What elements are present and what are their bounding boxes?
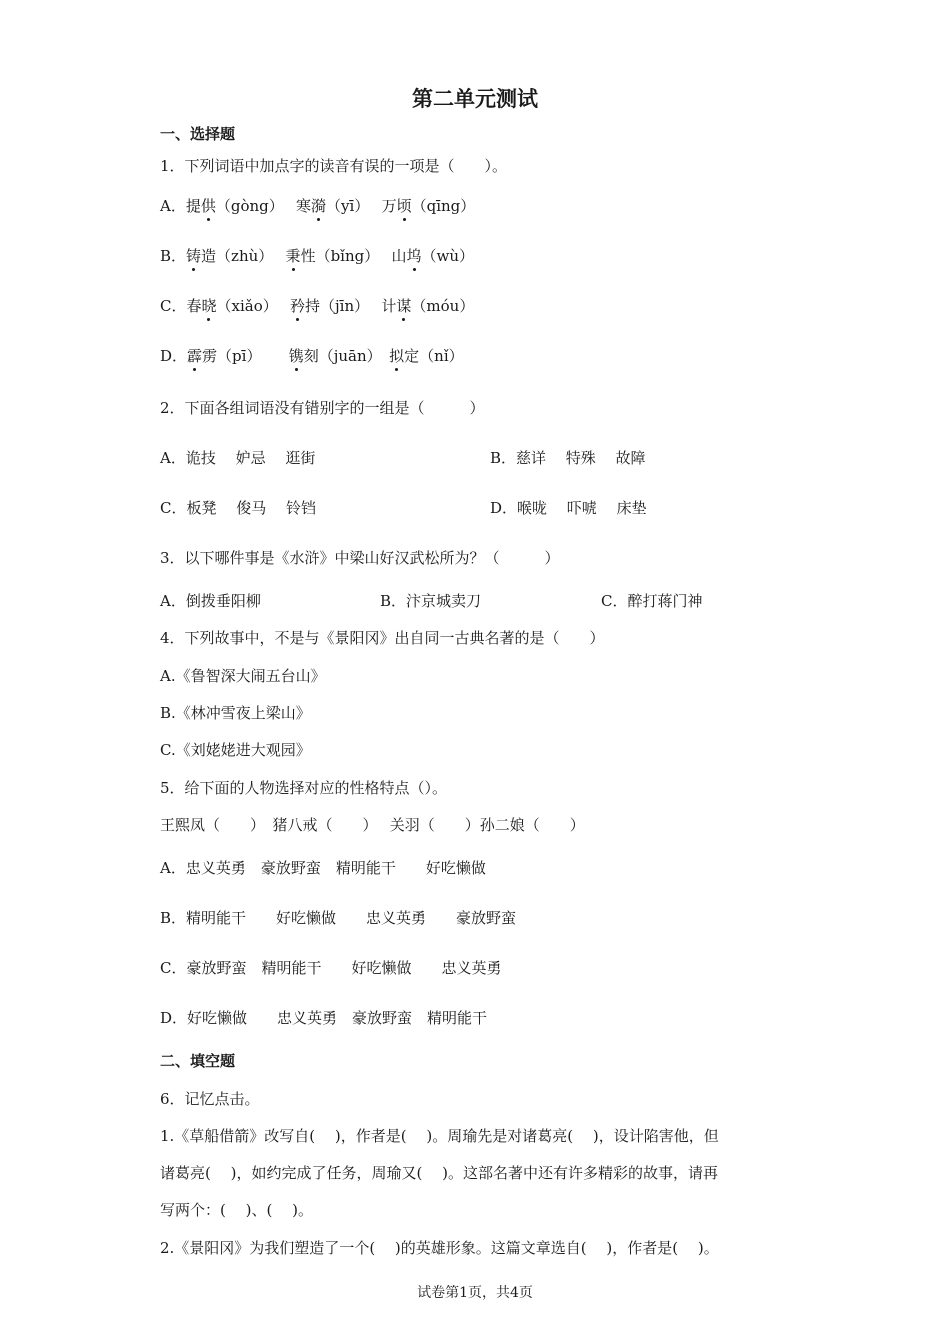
section-heading-choice: 一、选择题 (160, 125, 236, 143)
section-heading-fill: 二、填空题 (160, 1052, 236, 1070)
q1-option-a: A．提供（gòng） 寒漪（yī） 万顷（qīng） (160, 197, 476, 215)
q3-option-a: A．倒拨垂阳柳 (160, 592, 261, 610)
q1-stem: 1．下列词语中加点字的读音有误的一项是（ ）。 (160, 157, 508, 175)
q3-option-c: C．醉打蒋门神 (601, 592, 703, 610)
q4-option-a: A.《鲁智深大闹五台山》 (160, 667, 326, 685)
q2-option-d: D．喉咙 吓唬 床垫 (490, 499, 647, 517)
q5-option-a: A．忠义英勇 豪放野蛮 精明能干 好吃懒做 (160, 859, 486, 877)
q6-stem: 6．记忆点击。 (160, 1090, 260, 1108)
q6-line-2: 诸葛亮( )，如约完成了任务，周瑜又( )。这部名著中还有许多精彩的故事，请再 (160, 1164, 718, 1182)
q5-stem: 5．给下面的人物选择对应的性格特点（）。 (160, 779, 448, 797)
q4-stem: 4．下列故事中，不是与《景阳冈》出自同一古典名著的是（ ） (160, 629, 605, 647)
q2-stem: 2．下面各组词语没有错别字的一组是（ ） (160, 399, 485, 417)
q5-people: 王熙凤（ ） 猪八戒（ ） 关羽（ ）孙二娘（ ） (160, 816, 585, 834)
q5-option-d: D．好吃懒做 忠义英勇 豪放野蛮 精明能干 (160, 1009, 488, 1027)
q2-option-a: A．诡技 妒忌 逛街 (160, 449, 316, 467)
q4-option-c: C.《刘姥姥进大观园》 (160, 741, 311, 759)
page-title: 第二单元测试 (412, 86, 538, 111)
page-footer: 试卷第1页，共4页 (417, 1285, 533, 1301)
q5-option-c: C．豪放野蛮 精明能干 好吃懒做 忠义英勇 (160, 959, 502, 977)
q1-option-b: B．铸造（zhù） 秉性（bǐng） 山坞（wù） (160, 247, 475, 265)
q3-option-b: B．汴京城卖刀 (380, 592, 482, 610)
q4-option-b: B.《林冲雪夜上梁山》 (160, 704, 311, 722)
q3-stem: 3．以下哪件事是《水浒》中梁山好汉武松所为？（ ） (160, 549, 560, 567)
q6-line-4: 2.《景阳冈》为我们塑造了一个( )的英雄形象。这篇文章选自( )，作者是( )。 (160, 1239, 719, 1257)
q6-line-3: 写两个：( )、( )。 (160, 1201, 313, 1219)
q5-option-b: B．精明能干 好吃懒做 忠义英勇 豪放野蛮 (160, 909, 517, 927)
q2-option-b: B．慈详 特殊 故障 (490, 449, 646, 467)
q2-option-c: C．板凳 俊马 铃铛 (160, 499, 317, 517)
q1-option-d: D．霹雳（pī） 镌刻（juān） 拟定（nǐ） (160, 347, 464, 365)
q6-line-1: 1.《草船借箭》改写自( )，作者是( )。周瑜先是对诸葛亮( )，设计陷害他，但 (160, 1127, 719, 1145)
q1-option-c: C．春晓（xiǎo） 矜持（jīn） 计谋（móu） (160, 297, 475, 315)
